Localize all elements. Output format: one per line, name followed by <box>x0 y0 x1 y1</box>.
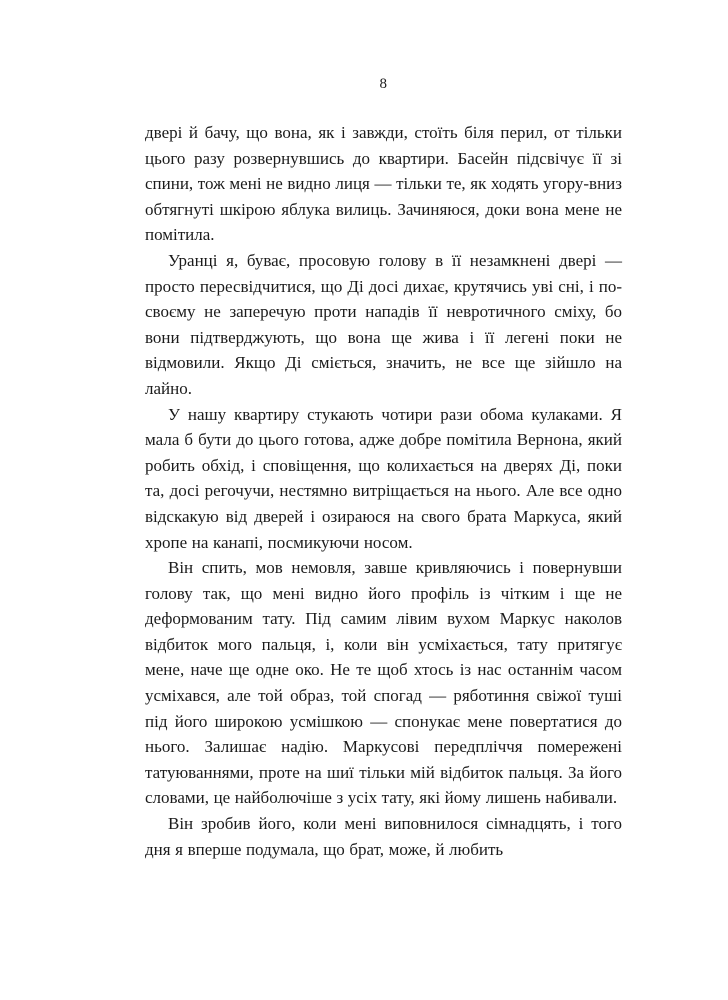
paragraph: Він спить, мов немовля, завше кривляючись і повернувши голову так, що мені видно його профіль із чітким і ще не деформованим тату. Під самим лівим вухом Маркус наколов відбиток мого пальця, і, коли він усміхається, тату притягує мене, наче ще одне око. Не те щоб хтось із нас останнім часом усміхався, але той образ, той спогад — ряботиння свіжої туші під його широкою усмішкою — спонукає мене повертатися до нього. Залишає надію. Маркусові передпліччя помережені татуюваннями, проте на шиї тільки мій відбиток пальця. За його словами, це найболючіше з усіх тату, які йому лишень набивали. <box>145 558 622 808</box>
page-text <box>145 120 622 862</box>
paragraph: Він зробив його, коли мені виповнилося сімнадцять, і того дня я вперше подумала, що брат, може, й любить <box>145 814 622 859</box>
paragraph: Уранці я, буває, просовую голову в її незамкнені двері — просто пересвідчитися, що Ді досі дихає, крутячись уві сні, і по-своєму не заперечую проти нападів її невротичного сміху, бо вони підтверджують, що вона ще жива і її легені поки не відмовили. Якщо Ді сміється, значить, не все ще зійшло на лайно. <box>145 250 622 398</box>
paragraph: У нашу квартиру стукають чотири рази обома кулаками. Я мала б бути до цього готова, адже добре помітила Вернона, який робить обхід, і сповіщення, що колихається на дверях Ді, поки та, досі регочучи, нестямно витріщається на нього. Але все одно відскакую від дверей і озираюся на свого брата Маркуса, який хропе на канапі, посмикуючи носом. <box>145 404 622 552</box>
page-number: 8 <box>379 76 388 92</box>
paragraph: двері й бачу, що вона, як і завжди, стоїть біля перил, от тільки цього разу розвернувшись до квартири. Басейн підсвічує її зі спини, тож мені не видно лиця — тільки те, як ходять угору-вниз обтягнуті шкірою яблука вилиць. Зачиняюся, доки вона мене не помітила. <box>145 123 622 245</box>
